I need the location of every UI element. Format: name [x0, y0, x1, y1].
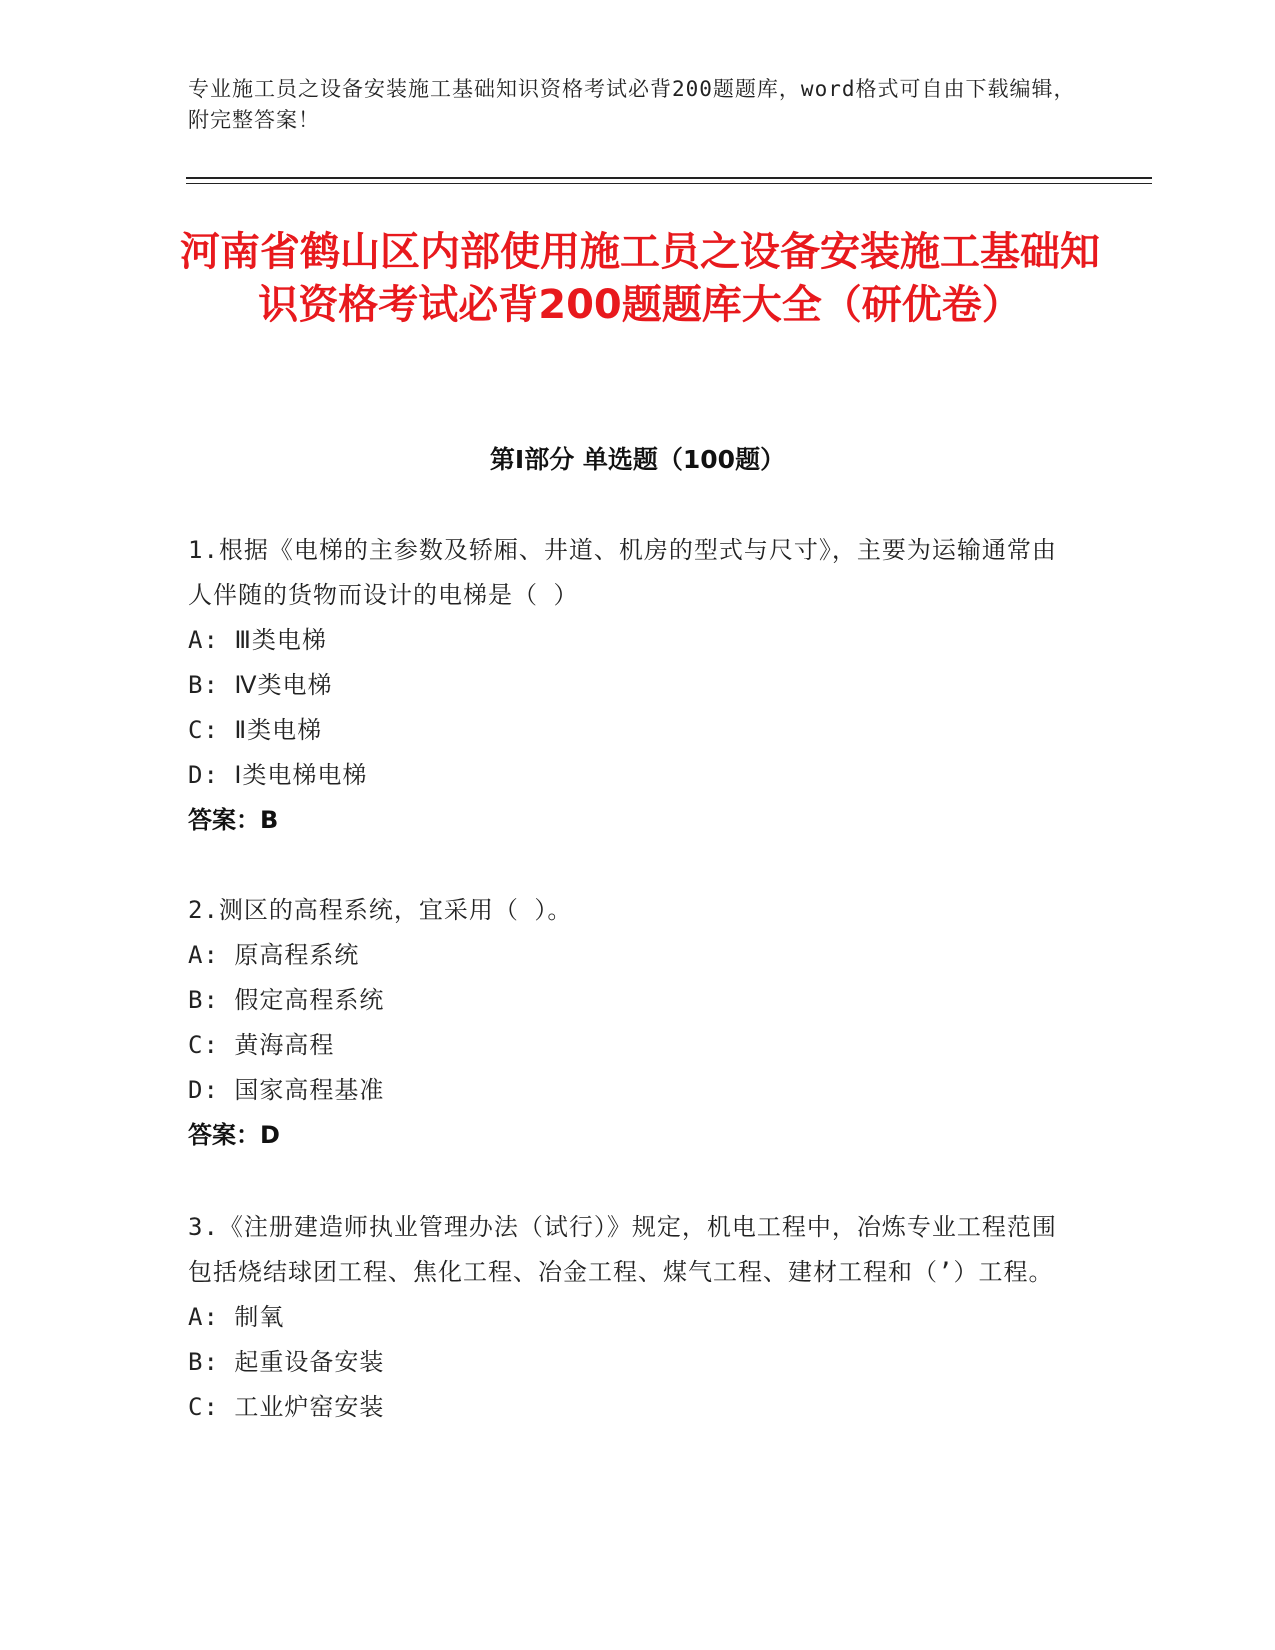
- option-c: C: 黄海高程: [188, 1031, 335, 1059]
- option-d: D: 国家高程基准: [188, 1076, 385, 1104]
- option-c: C: 工业炉窑安装: [188, 1393, 385, 1421]
- option-a: A: 原高程系统: [188, 941, 360, 969]
- option-a: A: Ⅲ类电梯: [188, 626, 327, 654]
- question-3: [188, 1205, 1068, 1430]
- answer: 答案：D: [188, 1121, 280, 1149]
- question-stem: 3.《注册建造师执业管理办法（试行）》规定，机电工程中，冶炼专业工程范围包括烧结球团工程、焦化工程、冶金工程、煤气工程、建材工程和（’）工程。: [188, 1213, 1057, 1286]
- question-1: [188, 528, 1068, 843]
- option-b: B: 起重设备安装: [188, 1348, 385, 1376]
- option-b: B: Ⅳ类电梯: [188, 671, 333, 699]
- header-rule-thin: [186, 183, 1152, 184]
- option-a: A: 制氧: [188, 1303, 285, 1331]
- option-c: C: Ⅱ类电梯: [188, 716, 323, 744]
- header-rule-thick: [186, 177, 1152, 179]
- section-heading: 第I部分 单选题（100题）: [489, 445, 786, 474]
- document-title: 河南省鹤山区内部使用施工员之设备安装施工基础知识资格考试必背200题题库大全（研优卷）: [180, 229, 1100, 328]
- option-b: B: 假定高程系统: [188, 986, 385, 1014]
- question-2: [188, 888, 1068, 1158]
- option-d: D: Ⅰ类电梯电梯: [188, 761, 368, 789]
- question-stem: 1.根据《电梯的主参数及轿厢、井道、机房的型式与尺寸》，主要为运输通常由人伴随的货物而设计的电梯是（ ）: [188, 536, 1057, 609]
- question-stem: 2.测区的高程系统，宜采用（ ）。: [188, 896, 573, 924]
- intro-text: 专业施工员之设备安装施工基础知识资格考试必背200题题库，word格式可自由下载编辑，附完整答案！: [188, 77, 1076, 132]
- answer: 答案：B: [188, 806, 279, 834]
